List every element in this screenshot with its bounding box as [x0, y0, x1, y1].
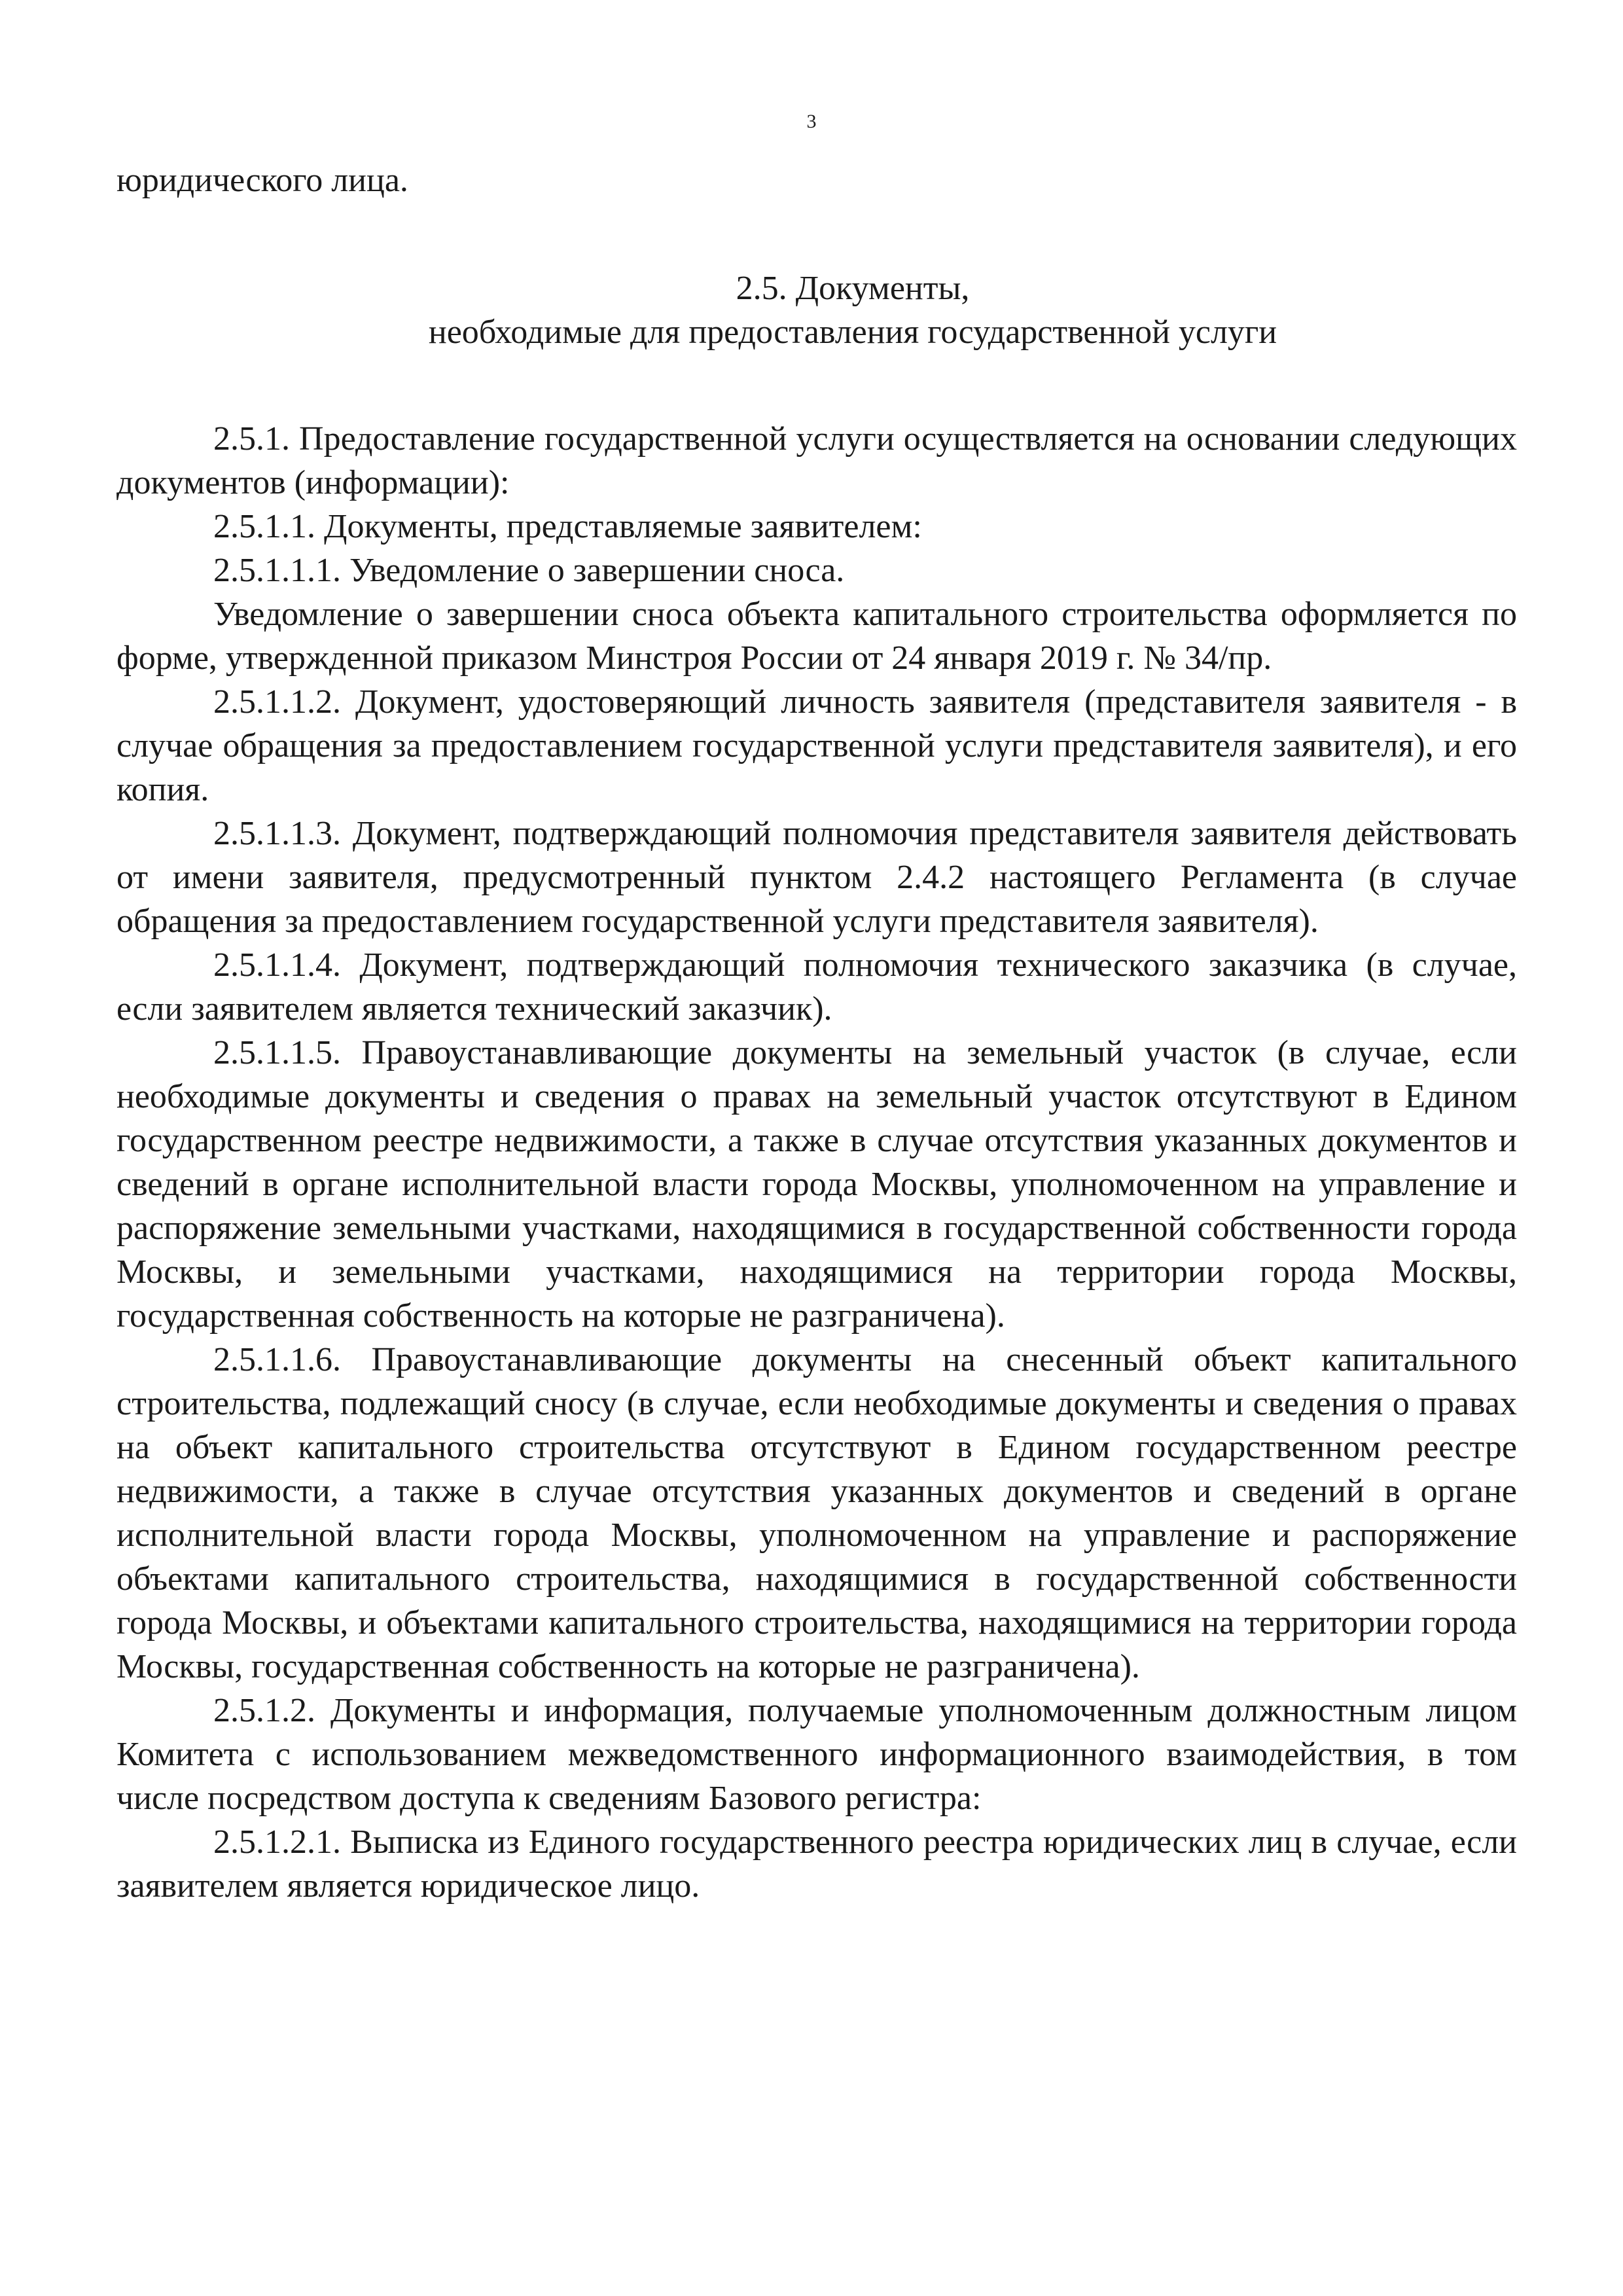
paragraph-2-5-1: 2.5.1. Предоставление государственной услуги осуществляется на основании следующих документов (информации):: [116, 420, 1517, 501]
paragraph-notification-form: Уведомление о завершении сноса объекта капитального строительства оформляется по форме, утвержденной приказом Минстроя России от 24 января 2019 г. № 34/пр.: [116, 596, 1517, 677]
paragraph-2-5-1-1-1: 2.5.1.1.1. Уведомление о завершении сноса.: [213, 552, 845, 589]
section-heading: [116, 266, 1517, 354]
page-number: 3: [806, 111, 817, 132]
paragraph-2-5-1-1-6: 2.5.1.1.6. Правоустанавливающие документы на снесенный объект капитального строительства, подлежащий сносу (в случае, если необходимые документы и сведения о правах на объект капитального строительства отсутствуют в Едином государственном реестре недвижимости, а также в случае отсутствия указанных документов и сведений в органе исполнительной власти города Москвы, уполномоченном на управление и распоряжение объектами капитального строительства, находящимися в государственной собственности города Москвы, и объектами капитального строительства, находящимися на территории города Москвы, государственная собственность на которые не разграничена).: [116, 1341, 1517, 1685]
paragraph-2-5-1-1-3: 2.5.1.1.3. Документ, подтверждающий полномочия представителя заявителя действовать от имени заявителя, предусмотренный пунктом 2.4.2 настоящего Регламента (в случае обращения за предоставлением государственной услуги представителя заявителя).: [116, 815, 1517, 940]
paragraph-2-5-1-2-1: 2.5.1.2.1. Выписка из Единого государственного реестра юридических лиц в случае, если заявителем является юридическое лицо.: [116, 1823, 1517, 1905]
paragraph-2-5-1-1-4: 2.5.1.1.4. Документ, подтверждающий полномочия технического заказчика (в случае, если заявителем является технический заказчик).: [116, 946, 1517, 1028]
document-body: [116, 158, 1517, 1908]
section-title-line2: необходимые для предоставления государственной услуги: [428, 314, 1277, 351]
continuation-text: юридического лица.: [116, 162, 408, 199]
paragraph-2-5-1-2: 2.5.1.2. Документы и информация, получаемые уполномоченным должностным лицом Комитета с использованием межведомственного информационного взаимодействия, в том числе посредством доступа к сведениям Базового регистра:: [116, 1692, 1517, 1817]
section-title-line1: 2.5. Документы,: [736, 270, 970, 307]
paragraph-2-5-1-1-5: 2.5.1.1.5. Правоустанавливающие документы на земельный участок (в случае, если необходимые документы и сведения о правах на земельный участок отсутствуют в Едином государственном реестре недвижимости, а также в случае отсутствия указанных документов и сведений в органе исполнительной власти города Москвы, уполномоченном на управление и распоряжение земельными участками, находящимися в государственной собственности города Москвы, и земельными участками, находящимися на территории города Москвы, государственная собственность на которые не разграничена).: [116, 1034, 1517, 1335]
paragraph-2-5-1-1-2: 2.5.1.1.2. Документ, удостоверяющий личность заявителя (представителя заявителя - в случае обращения за предоставлением государственной услуги представителя заявителя), и его копия.: [116, 683, 1517, 808]
paragraph-2-5-1-1: 2.5.1.1. Документы, представляемые заявителем:: [213, 508, 922, 545]
